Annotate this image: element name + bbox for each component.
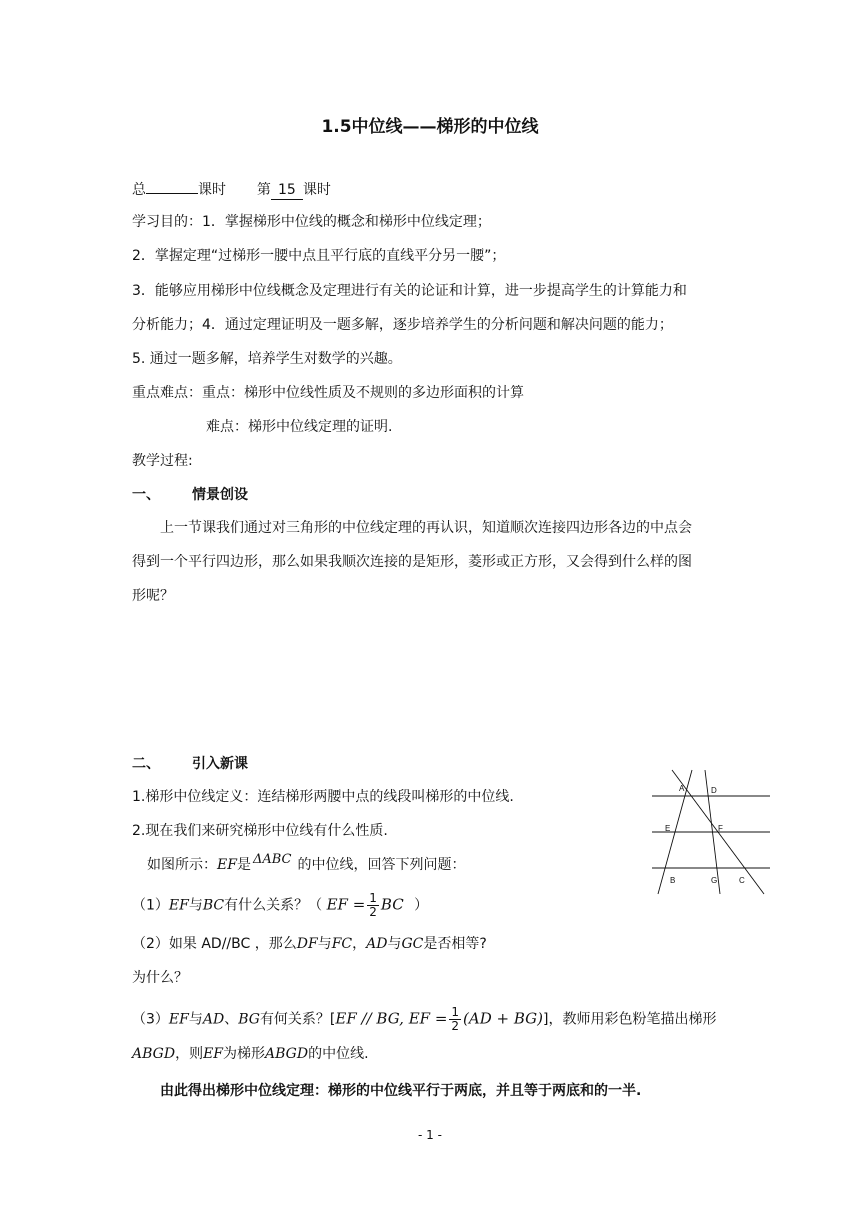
q1-text: 有什么关系？（ (224, 897, 323, 914)
figure-label-e: E (665, 824, 671, 833)
q1-equation-right: BC (380, 895, 404, 914)
figure-label-b: B (670, 876, 676, 885)
q3-then: ，则 (175, 1046, 204, 1062)
objective-line-4: 分析能力；4．通过定理证明及一题多解，逐步培养学生的分析问题和解决问题的能力； (132, 317, 673, 333)
total-blank (146, 193, 198, 194)
segment-ef: EF (217, 857, 237, 873)
q3-tail: 的中位线. (308, 1046, 369, 1062)
key-points: 重点难点：重点：梯形中位线性质及不规则的多边形面积的计算 (132, 385, 524, 401)
q1-equation-left: EF = (326, 895, 366, 914)
figure-label-g: G (711, 876, 718, 885)
q2-df: DF (296, 936, 318, 952)
difficult-points: 难点：梯形中位线定理的证明. (206, 419, 393, 435)
q3-denominator: 2 (451, 1019, 460, 1033)
q3-ef: EF (168, 1011, 189, 1028)
figure-label-c: C (739, 876, 745, 885)
total-unit: 课时 (198, 182, 226, 198)
page-title: 1.5中位线——梯形的中位线 (321, 117, 539, 137)
figure-intro-suffix: 的中位线，回答下列问题： (297, 857, 466, 873)
figure-intro-line (147, 852, 466, 876)
q2-fc: FC (331, 936, 353, 952)
q3-abgd-2: ABGD (265, 1046, 309, 1062)
q1-close: ） (414, 897, 429, 914)
nth-label: 第 (256, 182, 271, 198)
objective-line-5: 5. 通过一题多解，培养学生对数学的兴趣。 (132, 351, 402, 367)
objective-line-1: 学习目的：1．掌握梯形中位线的概念和梯形中位线定理； (132, 214, 491, 230)
lesson-count-line (132, 180, 331, 200)
q3-equation-part-2: (AD + BG) (463, 1009, 543, 1028)
q3-with: 与 (188, 1011, 203, 1028)
q1-ef: EF (168, 897, 189, 914)
q2-comma: ， (352, 936, 367, 952)
q2-ad: AD (366, 936, 388, 952)
midline-definition: 1.梯形中位线定义：连结梯形两腰中点的线段叫梯形的中位线. (132, 789, 514, 805)
figure-label-a: A (679, 784, 685, 793)
q3-bg: BG (238, 1011, 260, 1028)
q2-text: （2）如果 AD//BC ，那么 (132, 936, 297, 952)
section1-para-line-2: 得到一个平行四边形，那么如果我顺次连接的是矩形，菱形或正方形，又会得到什么样的图 (132, 554, 692, 570)
total-label: 总 (132, 182, 146, 198)
question-3-continued (132, 1044, 369, 1064)
section1-para-line-3: 形呢？ (132, 588, 174, 604)
figure-label-f: F (718, 824, 723, 833)
q1-bc: BC (202, 897, 225, 914)
page-footer: - 1 - (418, 1128, 442, 1142)
study-intro: 2.现在我们来研究梯形中位线有什么性质. (132, 823, 388, 839)
q3-is-trapezoid: 为梯形 (223, 1046, 266, 1062)
question-2-why: 为什么？ (132, 970, 188, 986)
q3-text: 有何关系？[ (259, 1011, 336, 1028)
section1-number: 一、 (132, 487, 160, 503)
question-1 (132, 892, 428, 919)
q2-tail: 是否相等? (423, 936, 487, 952)
trapezoid-figure (650, 768, 772, 898)
q1-numerator: 1 (369, 891, 377, 905)
q2-with: 与 (317, 936, 332, 952)
figure-label-d: D (711, 786, 717, 795)
q2-with-2: 与 (387, 936, 402, 952)
nth-unit: 课时 (302, 182, 331, 198)
q1-number: （1） (132, 897, 169, 914)
question-3 (132, 1006, 716, 1033)
q1-fraction-half (367, 892, 379, 919)
q3-numerator: 1 (451, 1005, 460, 1019)
section1-para-line-1: 上一节课我们通过对三角形的中位线定理的再认识，知道顺次连接四边形各边的中点会 (160, 520, 692, 536)
objective-line-2: 2．掌握定理“过梯形一腰中点且平行底的直线平分另一腰”； (132, 248, 506, 264)
q3-equation-part-1: EF // BG, EF = (335, 1009, 448, 1028)
objective-line-3: 3．能够应用梯形中位线概念及定理进行有关的论证和计算，进一步提高学生的计算能力和 (132, 283, 687, 299)
text-is: 是 (236, 857, 251, 873)
q3-sep: 、 (224, 1011, 239, 1028)
question-2 (132, 934, 487, 954)
q3-ad: AD (202, 1011, 225, 1028)
q3-abgd: ABGD (132, 1046, 176, 1062)
q1-denominator: 2 (369, 905, 377, 919)
lesson-number: 15 (271, 182, 303, 200)
section2-number: 二、 (132, 756, 160, 772)
figure-intro-text: 如图所示： (147, 857, 217, 873)
q3-number: （3） (132, 1011, 169, 1028)
q3-fraction-half (449, 1006, 461, 1033)
q3-close: ]，教师用彩色粉笔描出梯形 (542, 1011, 717, 1028)
triangle-abc: ΔABC (252, 852, 292, 867)
q3-ef-2: EF (203, 1046, 224, 1062)
q1-with: 与 (188, 897, 203, 914)
q2-gc: GC (401, 936, 424, 952)
section2-title: 引入新课 (192, 756, 248, 772)
process-label: 教学过程: (132, 453, 193, 469)
section1-title: 情景创设 (192, 487, 248, 503)
midline-theorem: 由此得出梯形中位线定理：梯形的中位线平行于两底，并且等于两底和的一半. (160, 1083, 642, 1099)
